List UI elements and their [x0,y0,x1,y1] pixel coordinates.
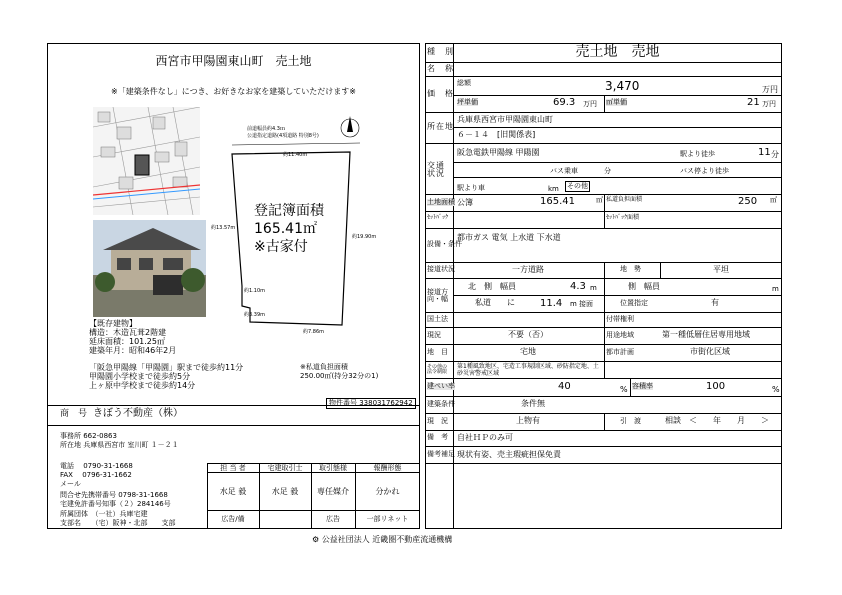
area-label-2: 165.41㎡ [254,221,317,237]
plan-left-dim: 約13.57m [211,225,236,231]
agent-row2: 広告/備 [221,515,245,523]
label-status: 現 況 [427,417,448,425]
sqm-unit: 万円 [762,100,776,108]
kind-value: 売土地 売地 [575,44,660,60]
setback-label: ｾｯﾄﾊﾞｯｸ [427,214,449,221]
road-private: 私道 に [475,298,515,307]
agent-table-line [207,472,420,473]
agent-header: 取引態様 [319,464,347,472]
label-land-area: 土地面積 [427,198,455,206]
terrain-label: 地 勢 [620,265,641,273]
note2-value: 現状有姿、売主瑕疵担保免責 [457,450,561,459]
walk-unit: 分 [771,150,779,159]
row-line [425,430,782,431]
plan-right-dim: 約19.90m [352,234,377,240]
row-line [425,143,782,144]
agent-table-line [207,510,420,511]
agent-row2: 広告 [326,515,340,523]
status-value: 上物有 [516,416,540,425]
row-line [425,463,782,464]
far-unit: % [772,385,780,394]
land-area-value: 165.41 [540,196,575,207]
org-logo-icon: ⚙ [312,535,322,544]
tel: 電話 0790-31-1668 [60,462,133,470]
office-line: 事務所 662-0863 [60,432,117,440]
footer-text: 公益社団法人 近畿圏不動産流通機構 [321,535,453,544]
label-note: 備 考 [427,433,448,441]
plan-note-1: 前道幅員約4.3ｍ [247,126,285,132]
address-line: 兵庫県西宮市甲陽園東山町 [457,115,553,124]
location-divider [453,127,782,128]
road-contact-unit: m 接面 [570,300,594,308]
company-label: 商 号 [60,409,88,419]
building-line: 延床面積：101.25㎡ [89,337,165,346]
chimoku-value: 宅地 [520,347,536,356]
land-kind: 公簿 [457,198,473,207]
row-line [425,112,782,113]
row-line [425,396,782,397]
page-title: 西宮市甲陽園東山町 売土地 [155,54,312,68]
office-line: 所在地 兵庫県西宮市 室川町 １－２１ [60,441,179,449]
tsubo-label: 坪単価 [457,98,478,106]
label-facility: 設備・条件 [427,240,462,248]
tsubo-unit: 万円 [583,100,597,108]
mail: メール [60,480,81,488]
other-limit-2: 砂災害警戒区域 [457,370,500,377]
private-road-note: ※私道負担面積 [300,363,348,371]
area-label-3: ※古家付 [254,239,308,255]
address-line: ６－１４ [旧関係表] [457,130,536,139]
label-location: 所在地 [427,122,454,131]
road2-m: m [772,285,779,293]
branch: 支部名 （宅）阪神・北部 支部 [60,519,176,527]
coverage-value: 40 [558,381,571,392]
bus-stop: バス停より徒歩 [680,167,729,175]
delivery-label: 引 渡 [620,417,641,425]
traffic-divider [453,162,782,163]
col [604,262,605,278]
label-coverage: 建ぺい率 [427,382,455,390]
private-label: 私道負担面積 [606,196,643,203]
loc-spec-label: 位置指定 [620,299,648,307]
delivery-value: 相談 ＜ 年 月 ＞ [665,416,769,425]
label-current: 現況 [427,331,441,339]
area-label-1: 登記簿面積 [254,203,324,219]
company-name: きぼう不動産（株） [93,408,183,419]
col [630,378,631,396]
road-divider [453,295,782,296]
license: 宅建免許番号知事（２）284146号 [60,500,171,508]
station-unit: km [548,185,559,193]
other: その他 [567,182,588,190]
label-price: 価 格 [427,89,454,98]
access-line: 甲陽園小学校まで徒歩約5分 [89,372,191,381]
plan-bl2-dim: 約3.39m [244,312,266,318]
agent-header: 担 当 者 [220,464,246,472]
inquiry: 問合せ先携帯番号 0798-31-1668 [60,491,168,499]
access-line: 上ヶ原中学校まで徒歩約14分 [89,381,196,390]
col [604,413,605,430]
sqm-label: ㎡単価 [606,98,627,106]
land-unit: ㎡ [596,196,603,204]
train-line: 阪急電鉄甲陽線 甲陽園 [457,148,540,157]
price-col [604,95,605,112]
col [604,194,605,228]
far-value: 100 [706,381,726,392]
row-line [425,228,782,229]
current-value: 不要（否） [508,330,548,339]
label-urban: 国土法 [427,315,448,323]
loc-spec-value: 有 [711,298,719,307]
price-unit: 万円 [762,85,778,94]
far-label: 容積率 [632,382,653,390]
road-width: 4.3 [570,281,586,292]
facility-value: 都市ガス 電気 上水道 下水道 [457,233,561,242]
traffic-divider [453,177,782,178]
sqm-value: 21 [747,97,760,108]
divider [47,425,420,426]
use-zone-value: 第一種低層住居専用地域 [662,330,750,339]
price-divider [453,95,782,96]
use-zone-label: 用途地域 [606,331,634,339]
label-other-limit: その他の法令制限 [427,364,448,375]
label-name: 名 称 [427,64,454,73]
agent-value: 分かれ [375,487,400,496]
build-cond-value: 条件無 [521,399,545,408]
terrain-value: 平坦 [713,265,729,274]
footer-org [312,536,452,544]
row-line [425,446,782,447]
label-note2: 備考補足 [427,450,455,458]
road-contact: 11.4 [540,298,563,309]
label-chimoku: 地 目 [427,348,448,356]
other-limit-1: 第1種風致地区、宅造工事規制区域、砂防指定地、土 [457,363,599,370]
bus-ride: バス乗車 [550,167,578,175]
private-unit: ㎡ [770,196,777,204]
access-line: 「阪急甲陽線「甲陽園」駅まで徒歩約11分 [89,363,244,372]
building-line: 建築年月：昭和46年2月 [89,346,177,355]
plan-note-2: 公道指定道路(4項道路 特別8号) [247,133,319,139]
label-traffic: 交通状況 [427,161,445,178]
row-line [425,378,782,379]
label-road-dir: 接道方向・幅 [427,288,448,303]
agent-header: 報酬形態 [373,464,402,472]
agent-table-line [259,463,260,529]
price-small-label: 総額 [457,79,471,87]
agent-value: 水足 毅 [271,487,299,496]
row-line [425,62,782,63]
road-dir: 北 側 幅員 [468,282,516,291]
road-state-value: 一方道路 [512,265,544,274]
row-line [425,76,782,77]
price-value: 3,470 [605,79,640,93]
bus-unit: 分 [604,167,611,175]
walk-label: 駅より徒歩 [680,150,715,158]
label-road-state: 接道状況 [427,265,455,273]
agent-header: 宅建取引士 [267,464,303,472]
label-build-cond: 建築条件 [427,400,455,408]
plan-bl1-dim: 約1.10m [244,288,266,294]
cond-label: 付帯権利 [606,315,634,323]
subtitle: ※「建築条件なし」につき、お好きなお家を建築していただけます※ [111,87,356,96]
agent-value: 専任媒介 [317,487,349,496]
station-car: 駅より車 [457,184,485,192]
divider [47,405,420,406]
col [604,278,605,312]
city-plan-label: 都市計画 [606,348,634,356]
building-heading: 【既存建物】 [89,319,137,328]
agent-value: 水足 毅 [219,487,247,496]
col [604,312,605,378]
association: 所属団体 （一社）兵庫宅建 [60,510,148,518]
building-line: 構造：木造瓦葺2階建 [89,328,167,337]
house-photo [93,220,206,317]
plan-bottom-dim: 約7.86m [303,329,325,335]
city-plan-value: 市街化区域 [690,347,730,356]
road2: 側 幅員 [628,282,660,291]
walk-value: 11 [758,147,771,158]
area-map [93,107,200,215]
label-kind: 種 別 [427,47,454,56]
private-value: 250 [738,196,758,207]
private-road-note: 250.00㎡(持分32分の1) [300,372,379,380]
fax: FAX 0796-31-1662 [60,471,132,479]
coverage-unit: % [620,385,628,394]
road-m: m [590,284,597,292]
frontage-label: ｾｯﾄﾊﾞｯｸ面積 [606,214,640,221]
note-value: 自社ＨＰのみ可 [457,433,513,442]
property-number: 物件番号 338031762942 [326,398,416,409]
tsubo-value: 69.3 [553,97,576,108]
plan-top-dim: 約11.40m [283,152,308,158]
agent-row2: 一部リネット [366,515,409,523]
